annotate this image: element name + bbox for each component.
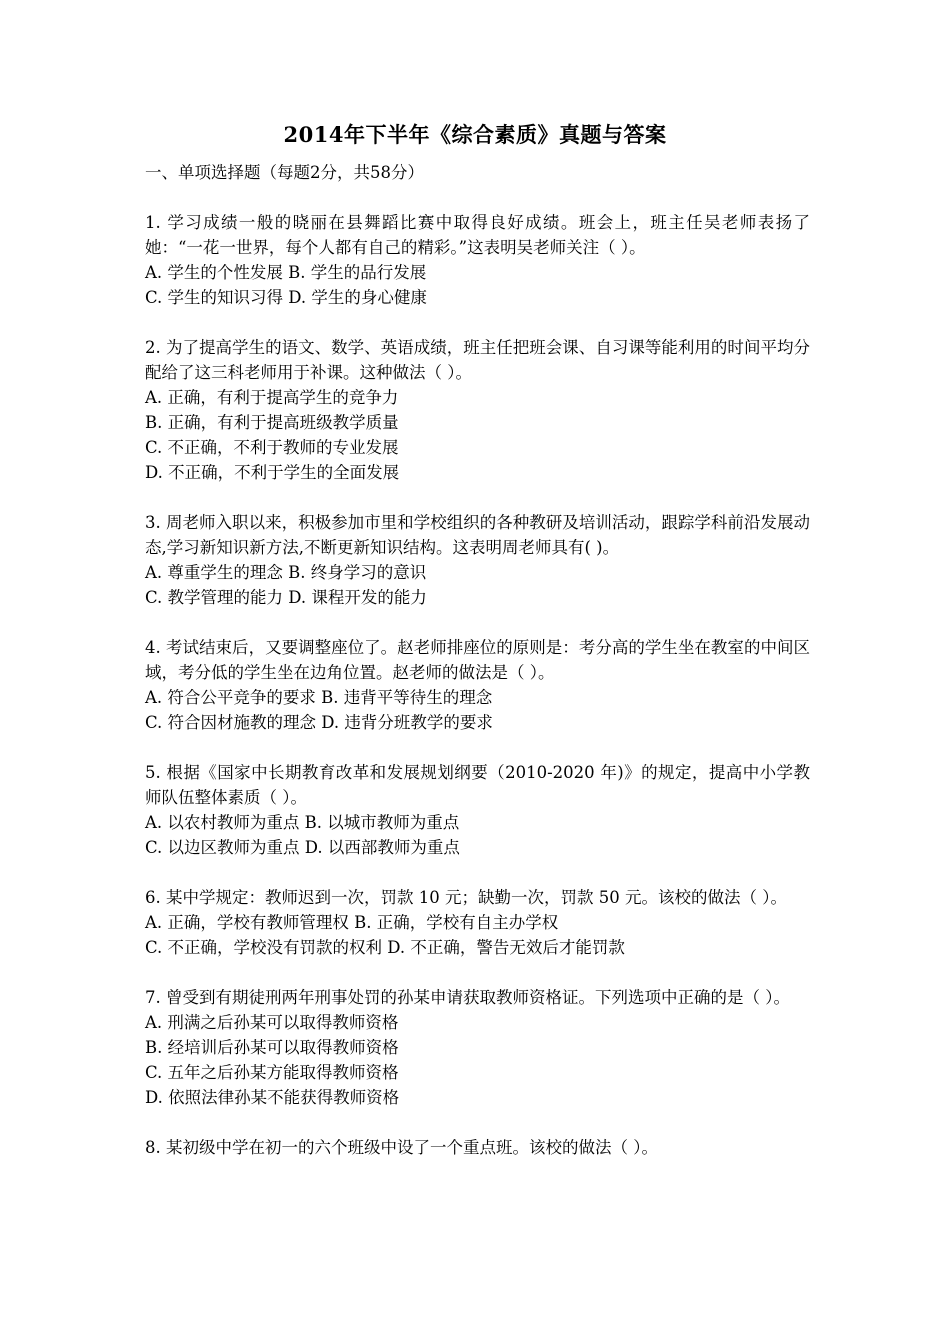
option-line: A. 正确，有利于提高学生的竞争力 (145, 388, 399, 407)
option-line: A. 尊重学生的理念 B. 终身学习的意识 (145, 563, 427, 582)
option-line: C. 不正确，不利于教师的专业发展 (145, 438, 399, 457)
question-stem: 7. 曾受到有期徒刑两年刑事处罚的孙某申请获取教师资格证。下列选项中正确的是（ ）。 (145, 988, 790, 1007)
option-line: D. 不正确，不利于学生的全面发展 (145, 463, 400, 482)
option-line: A. 刑满之后孙某可以取得教师资格 (145, 1013, 399, 1032)
option-line: C. 五年之后孙某方能取得教师资格 (145, 1063, 399, 1082)
option-line: A. 符合公平竞争的要求 B. 违背平等待生的理念 (145, 688, 493, 707)
question-5 (145, 760, 810, 860)
question-7 (145, 985, 810, 1110)
question-3 (145, 510, 810, 610)
question-1 (145, 210, 810, 310)
question-stem: 8. 某初级中学在初一的六个班级中设了一个重点班。该校的做法（ ）。 (145, 1138, 658, 1157)
option-line: A. 正确，学校有教师管理权 B. 正确，学校有自主办学权 (145, 913, 559, 932)
option-line: A. 以农村教师为重点 B. 以城市教师为重点 (145, 813, 460, 832)
question-2 (145, 335, 810, 485)
question-stem: 4. 考试结束后，又要调整座位了。赵老师排座位的原则是：考分高的学生坐在教室的中间区域，考分低的学生坐在边角位置。赵老师的做法是（ ）。 (145, 638, 810, 682)
section-heading: 一、单项选择题（每题2分，共58分） (145, 163, 424, 182)
option-line: C. 学生的知识习得 D. 学生的身心健康 (145, 288, 427, 307)
question-stem: 1. 学习成绩一般的晓丽在县舞蹈比赛中取得良好成绩。班会上，班主任吴老师表扬了她：“一花一世界，每个人都有自己的精彩。”这表明吴老师关注（ ）。 (145, 213, 810, 257)
option-line: D. 依照法律孙某不能获得教师资格 (145, 1088, 400, 1107)
document-body (145, 160, 810, 1185)
option-line: C. 教学管理的能力 D. 课程开发的能力 (145, 588, 427, 607)
question-stem: 5. 根据《国家中长期教育改革和发展规划纲要（2010-2020 年)》的规定，提高中小学教师队伍整体素质（ ）。 (145, 763, 810, 807)
question-8 (145, 1135, 810, 1160)
question-4 (145, 635, 810, 735)
question-stem: 6. 某中学规定：教师迟到一次，罚款 10 元；缺勤一次，罚款 50 元。该校的做法（ ）。 (145, 888, 787, 907)
question-stem: 3. 周老师入职以来，积极参加市里和学校组织的各种教研及培训活动，跟踪学科前沿发展动态,学习新知识新方法,不断更新知识结构。这表明周老师具有( )。 (145, 513, 810, 557)
question-stem: 2. 为了提高学生的语文、数学、英语成绩，班主任把班会课、自习课等能利用的时间平均分配给了这三科老师用于补课。这种做法（ ）。 (145, 338, 810, 382)
document-title: 2014年下半年《综合素质》真题与答案 (283, 122, 667, 147)
question-6 (145, 885, 810, 960)
option-line: C. 以边区教师为重点 D. 以西部教师为重点 (145, 838, 460, 857)
option-line: B. 正确，有利于提高班级教学质量 (145, 413, 399, 432)
option-line: C. 符合因材施教的理念 D. 违背分班教学的要求 (145, 713, 493, 732)
option-line: A. 学生的个性发展 B. 学生的品行发展 (145, 263, 427, 282)
option-line: C. 不正确，学校没有罚款的权利 D. 不正确，警告无效后才能罚款 (145, 938, 625, 957)
option-line: B. 经培训后孙某可以取得教师资格 (145, 1038, 399, 1057)
